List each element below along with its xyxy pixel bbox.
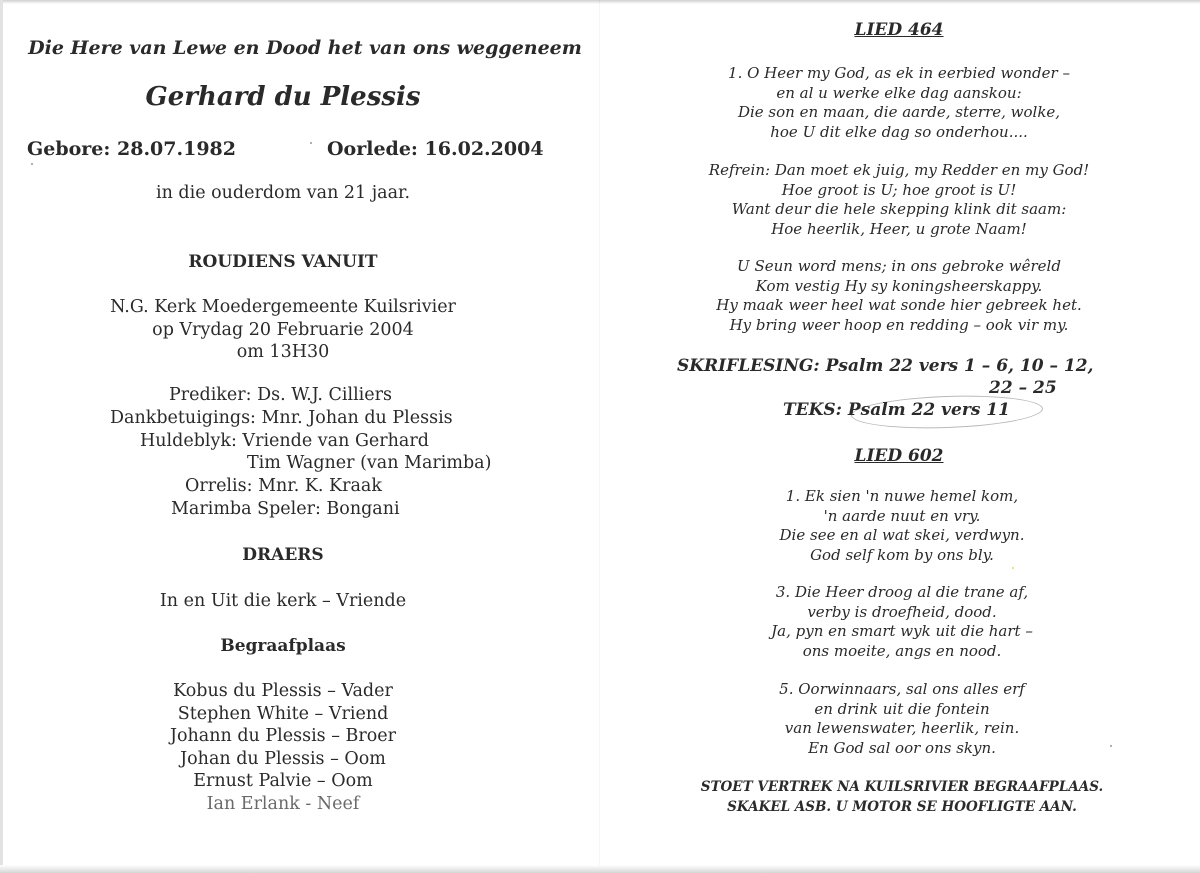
venue-line: N.G. Kerk Moedergemeente Kuilsrivier: [110, 297, 456, 317]
scan-speck: [1012, 567, 1014, 569]
draers-line: In en Uit die kerk – Vriende: [159, 591, 407, 611]
venue-line: om 13H30: [236, 342, 330, 362]
verse-line: en drink uit die fontein: [814, 699, 990, 718]
verse-line: ons moeite, angs en nood.: [802, 641, 1002, 660]
verse-line: verby is droefheid, dood.: [807, 602, 997, 621]
verse-line: 1. Ek sien 'n nuwe hemel kom,: [785, 487, 1019, 505]
verse-line: 5. Oorwinnaars, sal ons alles erf: [779, 680, 1025, 698]
venue-line: op Vrydag 20 Februarie 2004: [152, 319, 414, 340]
teks-line: TEKS: Psalm 22 vers 11: [783, 400, 1010, 420]
verse-line: Hy bring weer hoop en redding – ook vir my.: [729, 315, 1069, 334]
age-line: in die ouderdom van 21 jaar.: [155, 183, 411, 203]
dankbetuigings-line: Dankbetuigings: Mnr. Johan du Plessis: [110, 408, 453, 428]
hymn-602-verse-5: [779, 680, 1025, 758]
procession-notice: [701, 777, 1104, 817]
scan-speck: [310, 142, 312, 144]
hymn-602-verse-1: [780, 487, 1025, 565]
bearers-list: [170, 680, 396, 816]
hymn-464-refrain: [709, 161, 1089, 239]
notice-line: STOET VERTREK NA KUILSRIVIER BEGRAAFPLAAS.: [700, 779, 1104, 795]
orrelis-line: Orrelis: Mnr. K. Kraak: [185, 476, 382, 496]
list-item: Stephen White – Vriend: [177, 703, 389, 724]
verse-line: Refrein: Dan moet ek juig, my Redder en my God!: [708, 161, 1090, 179]
hymn-464-verse-1: [728, 64, 1070, 142]
birth-date: Gebore: 28.07.1982: [27, 138, 236, 160]
hymn-464-verse-2: [716, 257, 1082, 335]
verse-line: 1. O Heer my God, as ek in eerbied wonder –: [728, 64, 1070, 82]
huldeblyk-line: Huldeblyk: Vriende van Gerhard: [140, 431, 429, 451]
verse-line: Hy maak weer heel wat sonde hier gebreek het.: [716, 296, 1082, 314]
notice-line: SKAKEL ASB. U MOTOR SE HOOFLIGTE AAN.: [727, 799, 1077, 815]
verse-line: en al u werke elke dag aanskou:: [776, 83, 1022, 102]
verse-line: Hoe groot is U; hoe groot is U!: [781, 180, 1017, 199]
verse-line: Ja, pyn en smart wyk uit die hart –: [771, 622, 1033, 640]
hymn-464-title: LIED 464: [854, 20, 944, 40]
list-item: Johan du Plessis – Oom: [180, 748, 386, 769]
list-item: Johann du Plessis – Broer: [169, 726, 397, 747]
prediker-line: Prediker: Ds. W.J. Cilliers: [169, 385, 392, 405]
skriflesing-line: SKRIFLESING: Psalm 22 vers 1 – 6, 10 – 12,: [677, 356, 1094, 376]
verse-line: Kom vestig Hy sy koningsheerskappy.: [755, 276, 1043, 295]
skriflesing-line-2: 22 – 25: [989, 378, 1057, 398]
verse-line: God self kom by ons bly.: [810, 545, 994, 564]
service-heading: ROUDIENS VANUIT: [188, 252, 378, 272]
list-item: Ian Erlank - Neef: [206, 793, 360, 814]
list-item: Kobus du Plessis – Vader: [173, 681, 393, 701]
hymn-602-title: LIED 602: [854, 446, 944, 466]
deceased-name: Gerhard du Plessis: [145, 82, 421, 112]
memorial-header: Die Here van Lewe en Dood het van ons weggeneem: [28, 37, 582, 59]
verse-line: Die son en maan, die aarde, sterre, wolke,: [737, 103, 1061, 121]
begraafplaas-heading: Begraafplaas: [220, 636, 346, 656]
list-item: Ernust Palvie – Oom: [193, 771, 373, 792]
draers-heading: DRAERS: [242, 545, 324, 565]
verse-line: hoe U dit elke dag so onderhou....: [770, 122, 1028, 141]
verse-line: Die see en al wat skei, verdwyn.: [779, 526, 1025, 544]
verse-line: van lewenswater, heerlik, rein.: [784, 719, 1020, 737]
page-top-edge: [0, 0, 1200, 4]
huldeblyk-line-2: Tim Wagner (van Marimba): [247, 453, 492, 473]
page-left-edge: [0, 0, 3, 873]
page-fold: [599, 0, 600, 873]
verse-line: 3. Die Heer droog al die trane af,: [775, 583, 1029, 601]
verse-line: Want deur die hele skepping klink dit saam:: [731, 200, 1067, 218]
page-bottom-edge: [0, 865, 1200, 873]
verse-line: 'n aarde nuut en vry.: [823, 506, 981, 525]
verse-line: Hoe heerlik, Heer, u grote Naam!: [771, 219, 1027, 238]
hymn-602-verse-3: [771, 583, 1033, 661]
marimba-line: Marimba Speler: Bongani: [171, 499, 400, 519]
service-venue: [110, 296, 456, 364]
verse-line: En God sal oor ons skyn.: [808, 738, 996, 757]
verse-line: U Seun word mens; in ons gebroke wêreld: [737, 257, 1061, 275]
death-date: Oorlede: 16.02.2004: [327, 138, 544, 160]
scan-speck: [1110, 745, 1112, 747]
scan-speck: [31, 163, 33, 165]
